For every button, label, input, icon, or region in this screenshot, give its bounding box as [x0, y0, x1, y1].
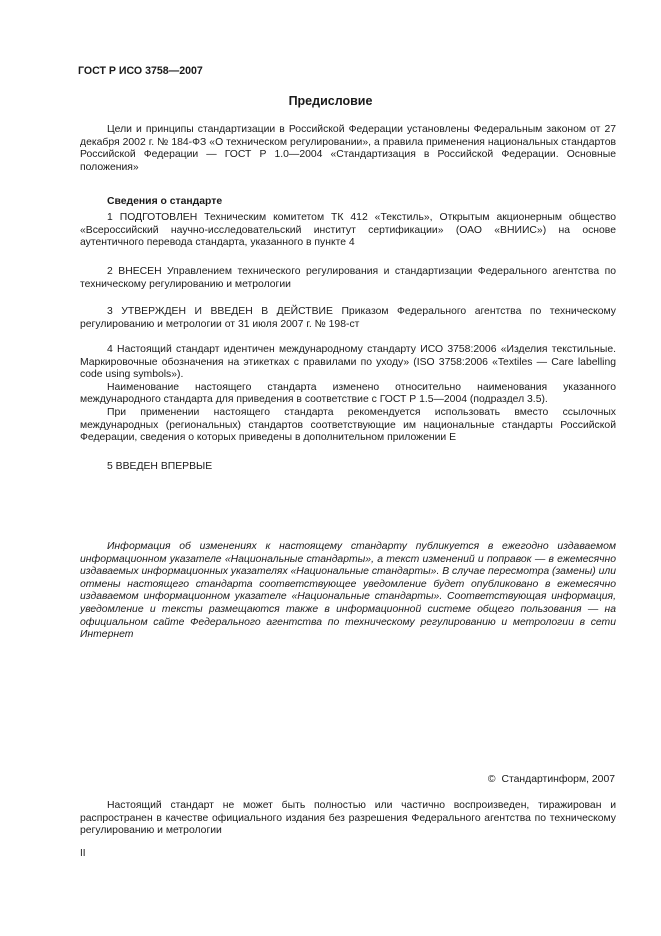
standard-id-header: ГОСТ Р ИСО 3758—2007 [78, 65, 203, 77]
item-1: 1 ПОДГОТОВЛЕН Техническим комитетом ТК 412 «Текстиль», Открытым акционерным общество «Всероссийский научно-исследовательский институт сертификации» (ОАО «ВНИИС») на основе аутентичного перевода стандарта, указанного в пункте 4 [80, 212, 616, 249]
item-2: 2 ВНЕСЕН Управлением технического регулирования и стандартизации Федерального агентства по техническому регулированию и метрологии [80, 266, 616, 290]
copyright-icon: © [487, 774, 496, 785]
copyright-line [488, 774, 615, 787]
item-1-block [80, 212, 616, 250]
item-4-references: При применении настоящего стандарта рекомендуется использовать вместо ссылочных международных (региональных) стандартов соответствующие им национальные стандарты Российской Федерации, сведения о которых приведены в дополнительном приложении Е [80, 406, 616, 444]
item-5: 5 ВВЕДЕН ВПЕРВЫЕ [107, 461, 213, 472]
item-4-name-change: Наименование настоящего стандарта изменено относительно наименования указанного международного стандарта для приведения в соответствие с ГОСТ Р 1.5—2004 (подраздел 3.5). [80, 381, 616, 406]
item-2-block [80, 266, 616, 291]
intro-block [80, 124, 616, 174]
notice-paragraph: Информация об изменениях к настоящему стандарту публикуется в ежегодно издаваемом информационном указателе «Национальные стандарты», а текст изменений и поправок — в ежемесячно издаваемых информационных указателях «Национальные стандарты». В случае пересмотра (замены) или отмены настоящего стандарта соответствующее уведомление будет опубликовано в ежемесячно издаваемом информационном указателе «Национальные стандарты». Соответствующая информация, уведомление и тексты размещаются также в информационной системе общего пользования — на официальном сайте Федерального агентства по техническому регулированию и метрологии в сети Интернет [80, 541, 616, 641]
reproduction-block [80, 800, 616, 838]
item-5-block [80, 461, 616, 474]
item-3-block [80, 306, 616, 331]
page-title: Предисловие [288, 94, 373, 108]
page-number: II [80, 848, 86, 859]
item-3: 3 УТВЕРЖДЕН И ВВЕДЕН В ДЕЙСТВИЕ Приказом Федерального агентства по техническому регулированию и метрологии от 31 июля 2007 г. № 198-ст [80, 306, 616, 330]
notice-block [80, 541, 616, 642]
reproduction-paragraph: Настоящий стандарт не может быть полностью или частично воспроизведен, тиражирован и распространен в качестве официального издания без разрешения Федерального агентства по техническому регулированию и метрологии [80, 800, 616, 837]
item-4-text: 4 Настоящий стандарт идентичен международному стандарту ИСО 3758:2006 «Изделия текстильные. Маркировочные обозначения на этикетках с правилами по уходу» (ISO 3758:2006 «Textiles — Care labelling code using symbols»). [80, 344, 616, 381]
info-heading: Сведения о стандарте [107, 196, 223, 207]
copyright-text: Стандартинформ, 2007 [501, 774, 615, 785]
item-4-block [80, 344, 616, 445]
intro-paragraph: Цели и принципы стандартизации в Российской Федерации установлены Федеральным законом от 27 декабря 2002 г. № 184-ФЗ «О техническом регулировании», а правила применения национальных стандартов Российской Федерации — ГОСТ Р 1.0—2004 «Стандартизация в Российской Федерации. Основные положения» [80, 124, 616, 173]
